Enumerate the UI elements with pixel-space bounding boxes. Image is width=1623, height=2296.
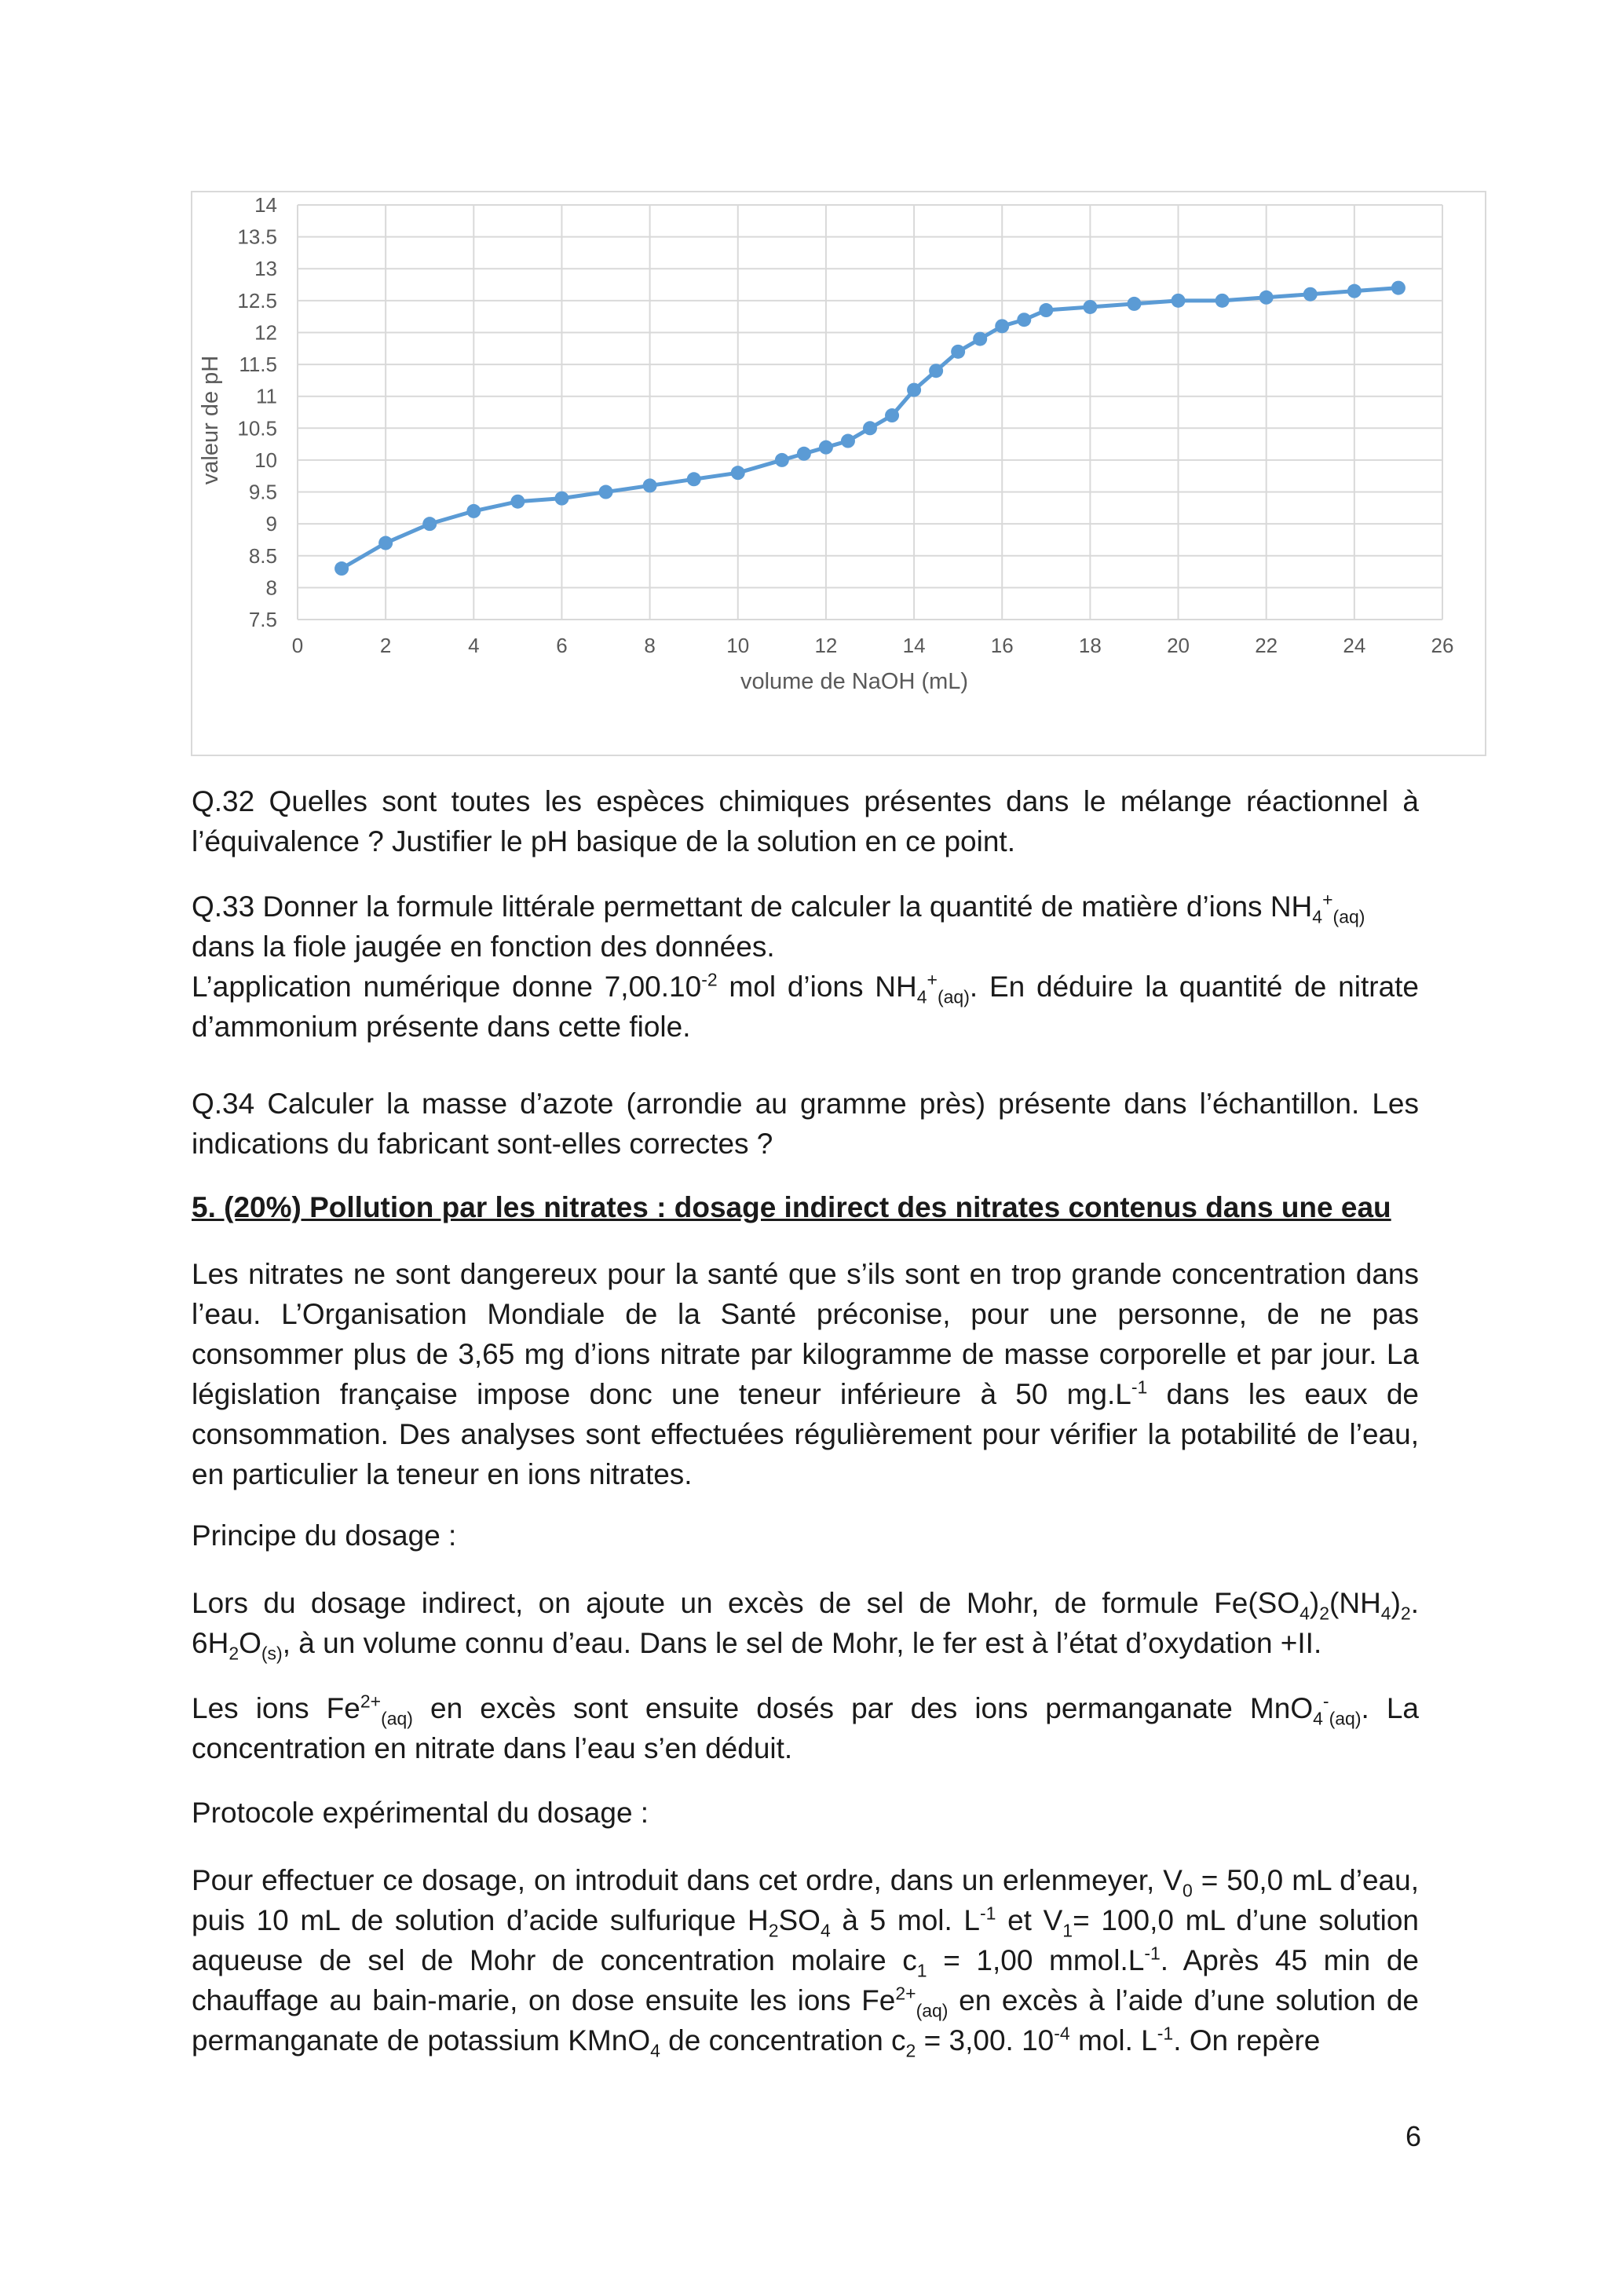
data-point <box>1127 297 1141 311</box>
y-tick-label: 14 <box>254 193 277 217</box>
data-point <box>1039 303 1053 317</box>
y-axis-title: valeur de pH <box>198 355 223 485</box>
y-tick-label: 10.5 <box>237 416 277 441</box>
data-point <box>599 485 613 499</box>
data-point <box>1259 291 1274 305</box>
data-point <box>643 478 657 492</box>
q32-text: Q.32 Quelles sont toutes les espèces chimiques présentes dans le mélange réactionnel à l’équivalence ? Justifier le pH basique de la solution en ce point. <box>192 785 1419 857</box>
x-tick-label: 8 <box>644 634 656 657</box>
section-5-heading: 5. (20%) Pollution par les nitrates : dosage indirect des nitrates contenus dans une eau <box>192 1191 1391 1223</box>
y-tick-label: 13.5 <box>237 225 277 249</box>
x-tick-label: 4 <box>468 634 480 657</box>
paragraph-nitrates: Les nitrates ne sont dangereux pour la santé que s’ils sont en trop grande concentration dans l’eau. L’Organisation Mondiale de la Santé préconise, pour une personne, de ne pas consommer plus de 3,65 mg d’ions nitrate par kilogramme de masse corporelle et par jour. La législation française impose donc une teneur inférieure à 50 $mg.L^{-1}$ dans les eaux de consommation. Des analyses sont effectuées régulièrement pour vérifier la potabilité de l’eau, en particulier la teneur en ions nitrates. <box>192 1258 1419 1490</box>
y-tick-label: 8.5 <box>248 543 277 568</box>
data-point <box>1303 287 1318 302</box>
y-tick-label: 8 <box>265 576 277 600</box>
data-point <box>378 536 393 550</box>
data-point <box>885 408 899 422</box>
data-point <box>1391 281 1406 295</box>
data-point <box>422 517 437 531</box>
x-tick-label: 0 <box>291 634 304 657</box>
data-point <box>929 364 943 378</box>
y-tick-label: 10 <box>254 448 277 472</box>
x-tick-label: 10 <box>726 634 750 657</box>
data-point <box>466 504 481 518</box>
q34-text: Q.34 Calculer la masse d’azote (arrondie au gramme près) présente dans l’échantillon. Les indications du fabricant sont-elles correctes ? <box>192 1088 1419 1160</box>
y-tick-label: 7.5 <box>248 608 277 631</box>
q33-line3: L’application numérique donne $7,00.10^{-2}$ mol d’ions $NH_4^+_{(aq)}$. En déduire la quantité de nitrate d’ammonium présente dans cette fiole. <box>192 969 1419 1043</box>
data-point <box>973 332 987 346</box>
data-point <box>1083 300 1097 314</box>
data-point <box>819 441 833 455</box>
data-point <box>1347 284 1362 298</box>
y-tick-label: 11 <box>256 384 277 408</box>
x-tick-label: 20 <box>1167 634 1190 657</box>
page-number: 6 <box>1406 2120 1422 2152</box>
protocole-heading: Protocole expérimental du dosage : <box>192 1797 649 1829</box>
q33-line1: Q.33 Donner la formule littérale permettant de calculer la quantité de matière d’ions $NH_4^+_{(aq)}$ <box>192 889 1365 927</box>
question-34 <box>192 1084 1419 1164</box>
x-tick-label: 2 <box>379 634 392 657</box>
data-point <box>731 466 745 480</box>
y-tick-label: 12.5 <box>237 288 277 313</box>
data-point <box>334 561 349 576</box>
data-point <box>1215 294 1230 308</box>
x-tick-label: 26 <box>1431 634 1454 657</box>
x-tick-label: 24 <box>1343 634 1366 657</box>
data-point <box>1017 313 1031 327</box>
x-tick-label: 18 <box>1078 634 1102 657</box>
q33-line2: dans la fiole jaugée en fonction des données. <box>192 930 775 963</box>
paragraph-protocole: Pour effectuer ce dosage, on introduit dans cet ordre, dans un erlenmeyer, $V_0 = 50,0$ mL d’eau, puis 10 mL de solution d’acide sulfurique $H_2SO_4$ à 5 mol. $L^{-1}$ et $V_1= 100,0$ mL d’une solution aqueuse de sel de Mohr de concentration molaire $c_1 = 1,00$ $mmol.L^{-1}$. Après 45 min de chauffage au bain-marie, on dose ensuite les ions $Fe^{2+}_{(aq)}$ en excès à l’aide d’une solution de permanganate de potassium KMnO$_4$ de concentration $c_2 = 3,00$. $10^{-4}$ mol. $L^{-1}$. On repère <box>192 1864 1419 2061</box>
chart-svg <box>192 192 1485 755</box>
x-tick-label: 22 <box>1255 634 1278 657</box>
question-33 <box>192 887 1419 1047</box>
y-tick-label: 12 <box>254 320 277 345</box>
x-tick-label: 16 <box>990 634 1014 657</box>
data-point <box>510 495 525 509</box>
y-tick-label: 9.5 <box>248 480 277 504</box>
data-point <box>907 383 921 397</box>
x-axis-title: volume de NaOH (mL) <box>740 669 969 694</box>
principe-heading: Principe du dosage : <box>192 1519 457 1552</box>
y-tick-label: 9 <box>265 512 277 536</box>
data-point <box>554 492 568 506</box>
ph-titration-chart <box>191 191 1486 756</box>
data-point <box>797 447 811 461</box>
y-tick-label: 13 <box>254 257 277 281</box>
paragraph-fe-ions: Les ions $Fe^{2+}_{(aq)}$ en excès sont ensuite dosés par des ions permanganate MnO$_4$-$_{(aq)}$. La concentration en nitrate dans l’eau s’en déduit. <box>192 1691 1419 1764</box>
x-tick-label: 14 <box>902 634 926 657</box>
data-point <box>951 345 965 359</box>
data-point <box>687 472 701 486</box>
data-point <box>863 421 877 435</box>
x-tick-label: 12 <box>814 634 838 657</box>
x-tick-label: 6 <box>556 634 568 657</box>
paragraph-mohr: Lors du dosage indirect, on ajoute un excès de sel de Mohr, de formule $Fe(SO_4)_2(NH_4)_2$. $6H_2O_{(s)}$, à un volume connu d’eau. Dans le sel de Mohr, le fer est à l’état d’oxydation +II. <box>192 1587 1419 1664</box>
question-32 <box>192 781 1419 861</box>
data-point <box>841 434 855 448</box>
data-point <box>995 319 1009 333</box>
data-point <box>1172 294 1186 308</box>
data-point <box>775 453 789 467</box>
y-tick-label: 11.5 <box>239 353 277 377</box>
